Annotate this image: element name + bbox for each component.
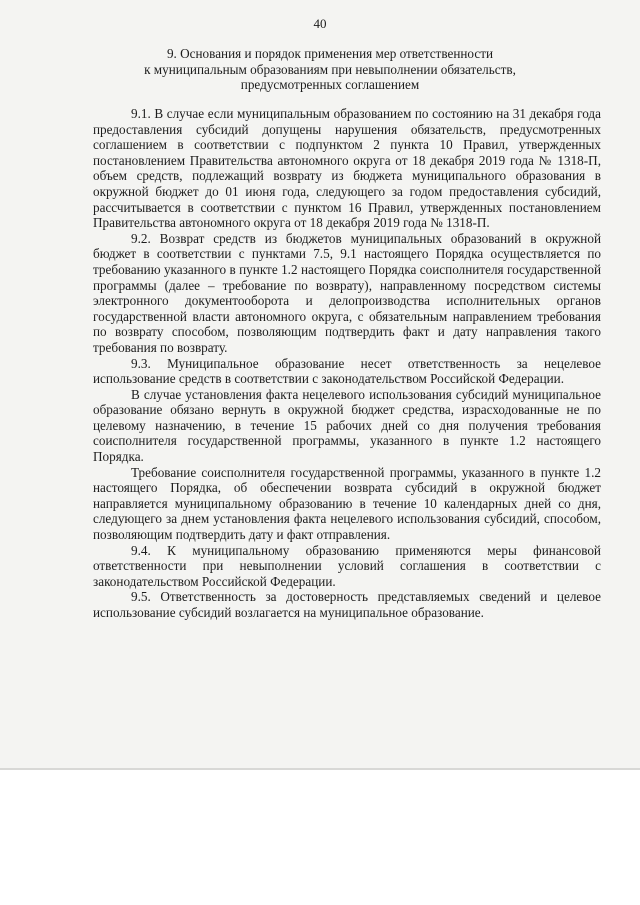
section-heading bbox=[110, 46, 550, 93]
scan-edge-divider bbox=[0, 768, 640, 770]
paragraph-requirement-notice: Требование соисполнителя государственной программы, указанного в пункте 1.2 настоящего Порядка, об обеспечении возврата субсидий в окружной бюджет направляется муниципальному образованию в течение 10 календарных дней со дня, следующего за днем установления факта нецелевого использования субсидий, способом, позволяющим подтвердить дату и факт отправления. bbox=[93, 464, 601, 543]
paragraph-9-1: 9.1. В случае если муниципальным образованием по состоянию на 31 декабря года предоставления субсидий допущены нарушения обязательств, предусмотренных соглашением в соответствии с подпунктом 2 пункта 10 Правил, утвержденных постановлением Правительства автономного округа от 18 декабря 2019 года № 1318-П, объем средств, подлежащий возврату из бюджета муниципального образования в окружной бюджет до 01 июня года, следующего за годом предоставления субсидий, рассчитывается в соответствии с пунктом 16 Правил, утвержденных постановлением Правительства автономного округа от 18 декабря 2019 года № 1318-П. bbox=[93, 106, 601, 231]
section-heading-line: 9. Основания и порядок применения мер ответственности bbox=[166, 46, 494, 61]
paragraph-9-4: 9.4. К муниципальному образованию применяются меры финансовой ответственности при невыполнении условий соглашения в соответствии с законодательством Российской Федерации. bbox=[93, 542, 601, 589]
paragraph-9-2: 9.2. Возврат средств из бюджетов муниципальных образований в окружной бюджет в соответствии с пунктами 7.5, 9.1 настоящего Порядка осуществляется по требованию указанного в пункте 1.2 настоящего Порядка соисполнителя государственной программы (далее – требование по возврату), направленному посредством системы электронного документооборота и делопроизводства исполнительных органов государственной власти автономного округа, с обязательным направлением требования по возврату способом, позволяющим подтвердить факт и дату направления такого требования по возврату. bbox=[93, 230, 601, 355]
paragraph-9-5: 9.5. Ответственность за достоверность представляемых сведений и целевое использование субсидий возлагается на муниципальное образование. bbox=[93, 589, 601, 620]
section-heading-line: предусмотренных соглашением bbox=[240, 77, 420, 92]
section-heading-line: к муниципальным образованиям при невыполнении обязательств, bbox=[144, 61, 516, 77]
document-body bbox=[93, 106, 601, 621]
page-number: 40 bbox=[313, 16, 327, 31]
paragraph-misuse-return: В случае установления факта нецелевого использования субсидий муниципальное образование обязано вернуть в окружной бюджет средства, израсходованные не по целевому назначению, в течение 15 рабочих дней со дня получения требования соисполнителя государственной программы, указанного в пункте 1.2 настоящего Порядка. bbox=[93, 386, 601, 465]
paragraph-9-3: 9.3. Муниципальное образование несет ответственность за нецелевое использование средств в соответствии с законодательством Российской Федерации. bbox=[93, 355, 601, 387]
